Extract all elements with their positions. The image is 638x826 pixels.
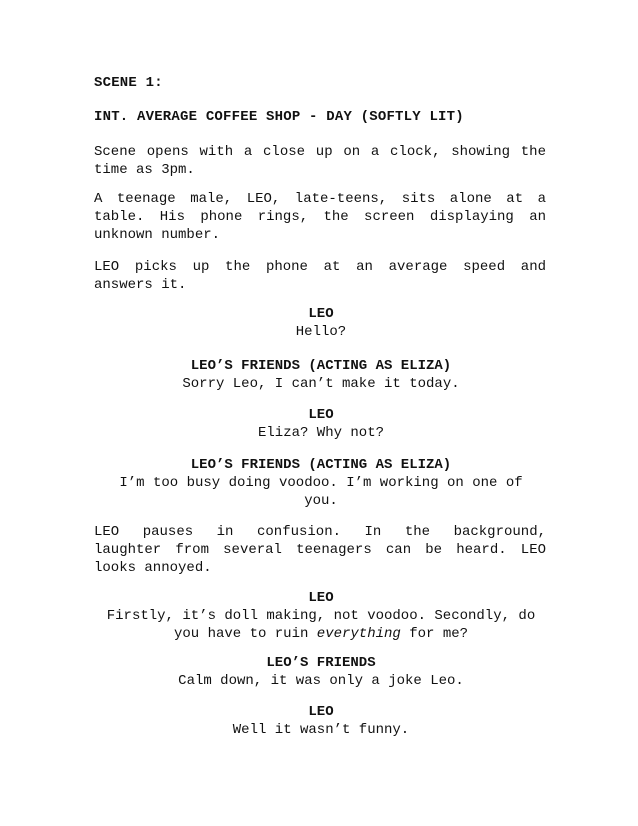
action-line: answers it. [94, 277, 187, 293]
action-line: time as 3pm. [94, 162, 195, 178]
dialogue-line: Calm down, it was only a joke Leo. [178, 673, 464, 689]
dialogue-line: you. [304, 493, 338, 509]
action-line: LEO pauses in confusion. In the background, [94, 524, 546, 540]
dialogue-line: Well it wasn’t funny. [232, 722, 410, 738]
dialogue-line: Sorry Leo, I can’t make it today. [182, 376, 460, 392]
dialogue-line: Firstly, it’s doll making, not voodoo. Secondly, do [106, 608, 536, 624]
dialogue-character: LEO [308, 306, 334, 322]
dialogue-line: Eliza? Why not? [257, 425, 385, 441]
action-paragraph-2 [94, 190, 546, 244]
dialogue-line [90, 625, 552, 643]
dialogue-character: LEO’S FRIENDS (ACTING AS ELIZA) [190, 457, 452, 473]
dialogue-character: LEO [308, 407, 334, 423]
dialogue-character: LEO’S FRIENDS [266, 655, 376, 671]
action-paragraph-4 [94, 523, 546, 577]
dialogue-text: for me? [400, 626, 469, 642]
action-line: A teenage male, LEO, late-teens, sits alone at a [94, 191, 546, 207]
action-line: table. His phone rings, the screen displaying an [94, 209, 546, 225]
dialogue-character: LEO [308, 590, 334, 606]
dialogue-character: LEO [308, 704, 334, 720]
action-line: LEO picks up the phone at an average speed and [94, 259, 546, 275]
dialogue-character: LEO’S FRIENDS (ACTING AS ELIZA) [190, 358, 452, 374]
dialogue-line: I’m too busy doing voodoo. I’m working on one of [119, 475, 523, 491]
action-paragraph-1 [94, 143, 546, 179]
action-line: laughter from several teenagers can be heard. LEO [94, 542, 546, 558]
scene-heading: INT. AVERAGE COFFEE SHOP - DAY (SOFTLY LIT) [94, 109, 464, 125]
action-line: Scene opens with a close up on a clock, showing the [94, 144, 546, 160]
scene-number: SCENE 1: [94, 75, 163, 91]
dialogue-line: Hello? [295, 324, 347, 340]
action-line: unknown number. [94, 227, 221, 243]
action-line: looks annoyed. [94, 560, 212, 576]
action-paragraph-3 [94, 258, 546, 294]
emphasized-word: everything [316, 626, 401, 642]
dialogue-text: you have to ruin [173, 626, 317, 642]
